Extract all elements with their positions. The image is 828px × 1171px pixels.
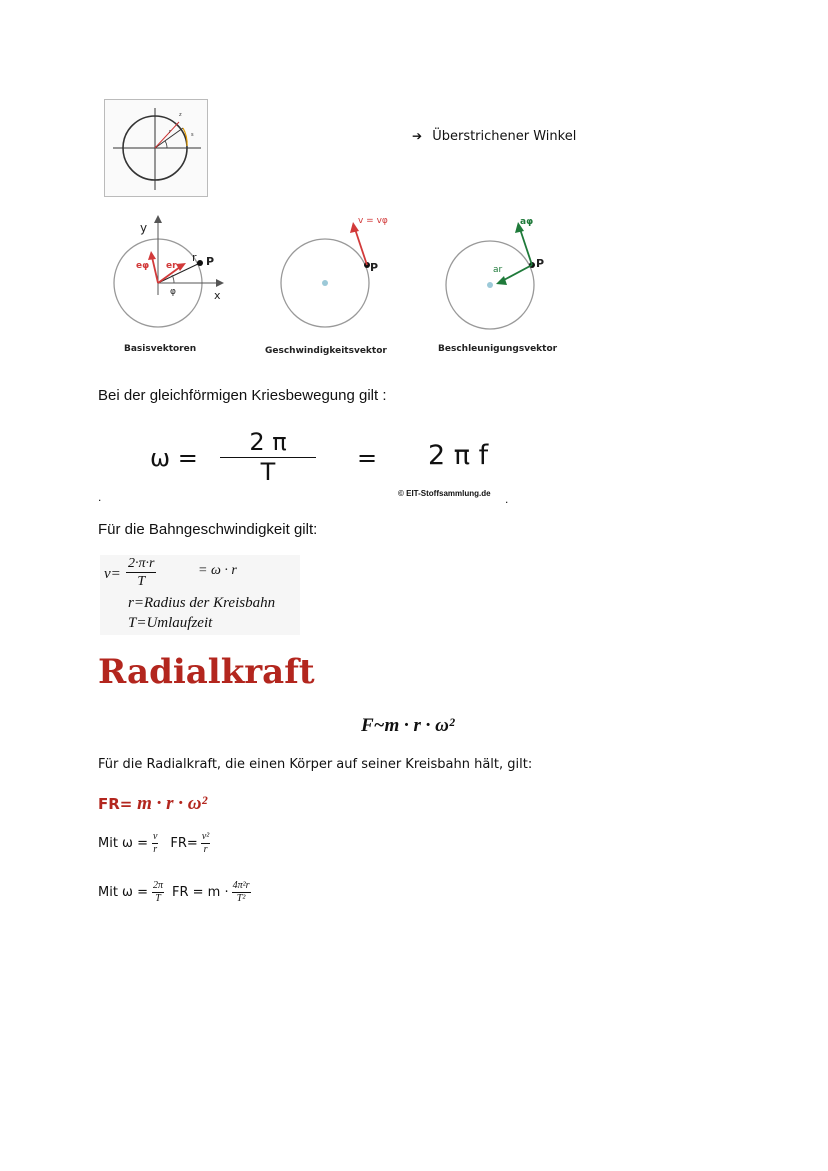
phi-label: φ <box>170 287 176 297</box>
svg-text:s: s <box>191 132 194 138</box>
omega-fraction <box>220 428 316 486</box>
velocity-rhs: = ω · r <box>198 563 237 578</box>
omega-equals: = <box>357 444 378 472</box>
a-r-label: ar <box>493 265 503 275</box>
swept-angle-text: Überstrichener Winkel <box>432 129 577 144</box>
x-axis-arrow <box>216 279 224 287</box>
mit1-fraction <box>152 832 158 855</box>
omega-rhs: 2 π f <box>428 440 489 471</box>
accel-caption: Beschleunigungsvektor <box>438 344 558 354</box>
mit2-fr-num: 4π²r <box>232 880 250 891</box>
fr-formula-line <box>98 793 207 815</box>
stray-dot-right: . <box>505 492 509 506</box>
velocity-caption: Geschwindigkeitsvektor <box>265 346 387 356</box>
velocity-radius-def: r=Radius der Kreisbahn <box>128 595 276 611</box>
e-phi-label: eφ <box>136 261 150 271</box>
fr-formula: m · r · ω² <box>137 793 208 814</box>
velocity-intro: Für die Bahngeschwindigkeit gilt: <box>98 521 318 538</box>
velocity-v-eq: v= <box>104 566 121 582</box>
mit1-fr-num: v² <box>201 831 210 842</box>
stray-dot-left: . <box>98 490 102 504</box>
accel-p-label: P <box>536 257 545 270</box>
y-label: y <box>140 221 148 235</box>
velocity-p-label: P <box>370 261 379 274</box>
r-label: r <box>192 251 197 264</box>
a-r-arrow <box>502 265 532 281</box>
a-phi-label: aφ <box>520 217 534 227</box>
velocity-period-def: T=Umlaufzeit <box>128 615 213 631</box>
mit1-den: r <box>153 844 158 855</box>
omega-denominator: T <box>260 458 276 486</box>
uniform-intro: Bei der gleichförmigen Kriesbewegung gilt : <box>98 387 387 404</box>
mit1-fr-den: r <box>203 844 208 855</box>
credit-text: © EIT-Stoffsammlung.de <box>398 489 491 498</box>
radial-heading: Radialkraft <box>98 652 315 692</box>
mit2-prefix: Mit ω = <box>98 885 148 900</box>
velocity-arrow <box>355 229 367 265</box>
basis-point <box>197 260 203 266</box>
angle-thumbnail <box>104 99 208 197</box>
svg-text:z: z <box>179 112 182 118</box>
omega-label: ω = <box>150 444 198 472</box>
accel-center <box>487 282 493 288</box>
mit1-prefix: Mit ω = <box>98 836 148 851</box>
mit1-fr-fraction <box>201 832 210 855</box>
fr-label: FR= <box>98 795 133 813</box>
e-phi-arrow <box>152 257 158 283</box>
swept-angle-note <box>412 129 576 144</box>
e-r-label: er <box>166 261 177 271</box>
mit2-fraction <box>152 881 164 904</box>
mit-line-2 <box>98 881 251 904</box>
y-axis-arrow <box>154 215 162 223</box>
velocity-denominator: T <box>137 574 146 589</box>
svg-text:r: r <box>169 129 172 135</box>
angle-diagram-icon <box>105 100 207 196</box>
mit2-den: T <box>155 893 161 904</box>
velocity-v-label: v = vφ <box>358 216 388 226</box>
radial-proportional: F~m · r · ω² <box>361 715 455 736</box>
mit2-fr: FR = m · <box>171 885 229 900</box>
velocity-center <box>322 280 328 286</box>
mit1-num: v <box>152 831 158 842</box>
arrow-right-icon: ➔ <box>412 129 423 143</box>
mit-line-1 <box>98 832 210 855</box>
diagram-strip <box>100 213 595 363</box>
basis-p-label: P <box>206 255 215 268</box>
mit2-num: 2π <box>152 880 163 891</box>
x-label: x <box>214 289 221 302</box>
mit2-fr-den: T² <box>236 893 246 904</box>
mit2-fr-fraction <box>232 881 251 904</box>
velocity-fraction <box>126 555 156 590</box>
velocity-numerator: 2·π·r <box>128 556 155 571</box>
velocity-formula-block <box>100 555 300 635</box>
radial-intro: Für die Radialkraft, die einen Körper auf seiner Kreisbahn hält, gilt: <box>98 757 533 772</box>
mit1-fr: FR= <box>170 836 198 851</box>
basis-caption: Basisvektoren <box>124 344 197 354</box>
omega-numerator: 2 π <box>220 428 316 458</box>
